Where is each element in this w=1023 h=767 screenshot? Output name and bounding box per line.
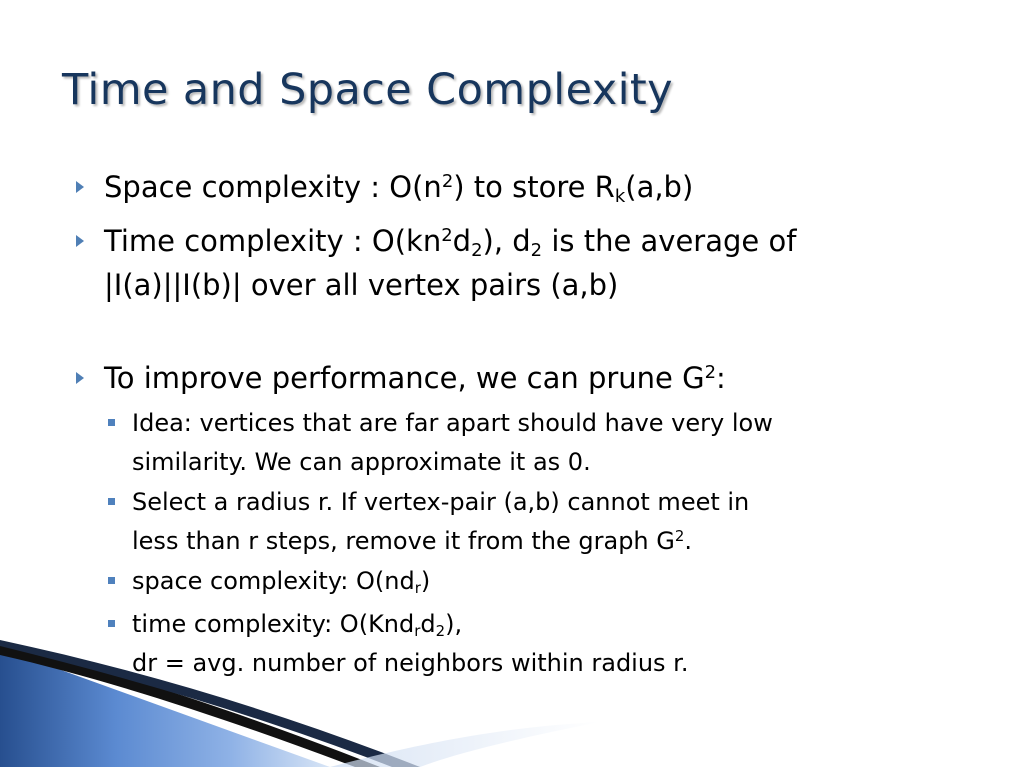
bullet-time-complexity-line2: |I(a)||I(b)| over all vertex pairs (a,b) bbox=[104, 268, 619, 302]
sub-bullet-time-complexity-line2: dr = avg. number of neighbors within radius r. bbox=[132, 649, 689, 677]
sub-bullet-idea-line2: similarity. We can approximate it as 0. bbox=[132, 448, 591, 476]
sub-bullet-idea-line1: Idea: vertices that are far apart should have very low bbox=[132, 409, 773, 437]
bullet-time-complexity: Time complexity : $O(kn^2d_2)$, $d_2$ is the average of bbox=[104, 224, 797, 262]
sub-bullet-space-complexity: space complexity: $O(nd_r)$ bbox=[132, 567, 431, 598]
sub-bullet-time-complexity: time complexity: $O(Knd_rd_2)$, bbox=[132, 610, 463, 641]
sub-bullet-radius-line1: Select a radius r. If vertex-pair (a,b) cannot meet in bbox=[132, 488, 750, 516]
bullet-space-complexity: Space complexity : $O(n^2)$ to store $R_k(a,b)$ bbox=[104, 170, 694, 208]
bullet-improve-performance: To improve performance, we can prune $G^2$: bbox=[104, 361, 726, 395]
slide-title: Time and Space Complexity bbox=[62, 65, 674, 115]
sub-bullet-radius-line2: less than r steps, remove it from the graph $G^2$. bbox=[132, 526, 692, 555]
